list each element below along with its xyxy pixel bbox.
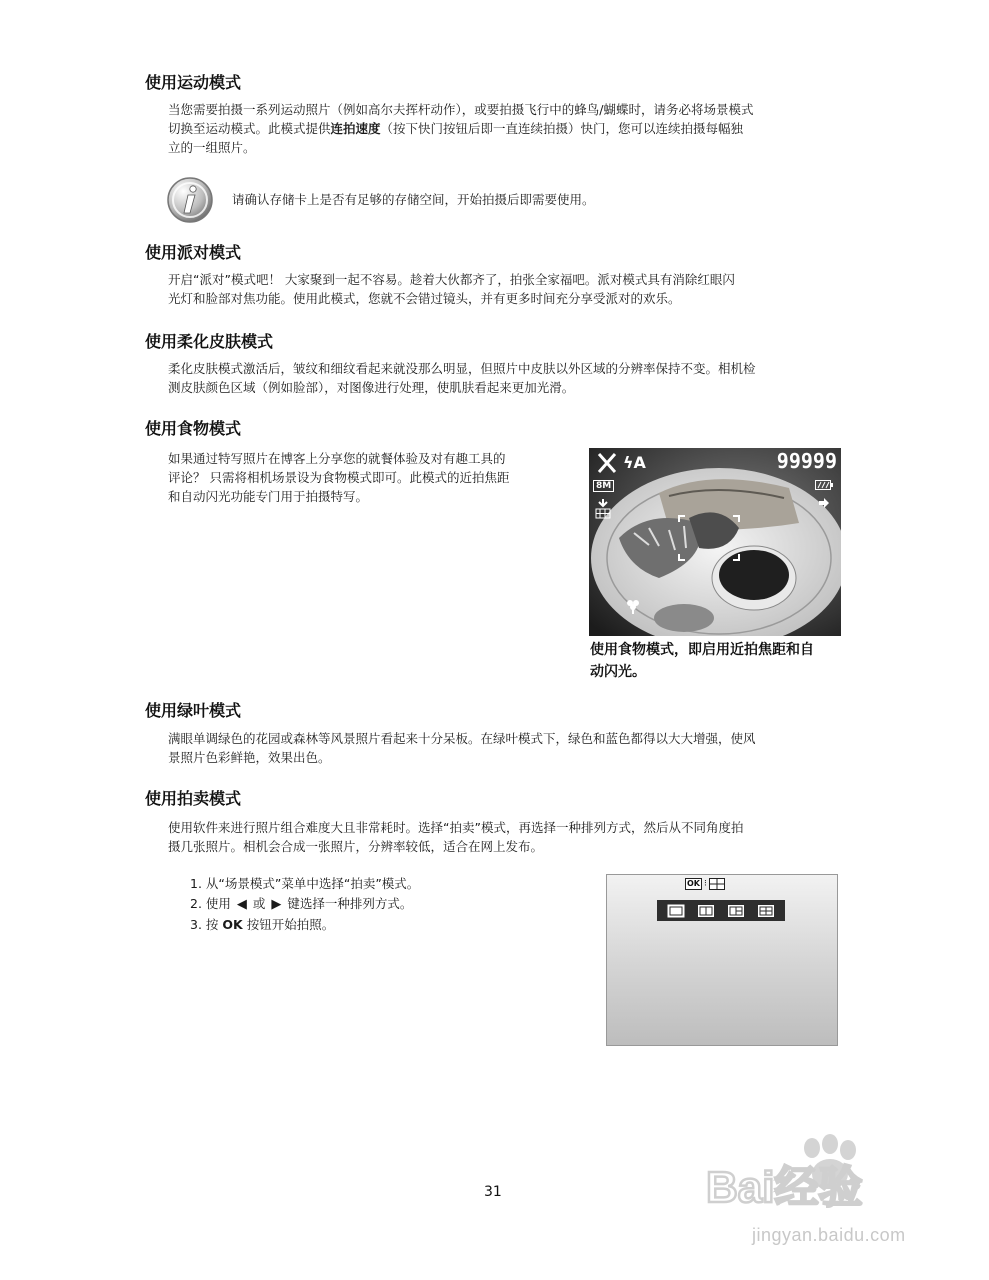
section-title-soft-skin: 使用柔化皮肤模式 [145,332,274,351]
battery-icon [815,480,833,490]
section-title-foliage: 使用绿叶模式 [145,701,242,720]
step-2 [190,894,419,915]
layout-two-column-icon[interactable] [697,904,715,918]
sports-line-3: 立的一组照片。 [168,140,256,155]
sports-line-2-end: （按下快门按钮后即一直连续拍摄）快门，您可以连续拍摄每幅独 [380,121,744,136]
food-caption-line-1: 使用食物模式，即启用近拍焦距和自 [590,642,814,658]
sports-line-1: 当您需要拍摄一系列运动照片（例如高尔夫挥杆动作），或要拍摄飞行中的蜂鸟/蝴蝶时，请务必将场景模式 [168,102,754,117]
food-photo-caption [590,639,850,683]
page-number: 31 [484,1184,502,1200]
watermark-brand: Bai经验 [706,1163,863,1212]
foliage-line-2: 景照片色彩鲜艳，效果出色。 [168,750,331,765]
step-3-start: 3. 按 [190,917,219,932]
food-line-1: 如果通过特写照片在博客上分享您的就餐体验及对有趣工具的 [168,451,506,466]
right-arrow-icon: ▶ [271,897,282,912]
hint-separator-icon: ⁝ [704,879,707,889]
collage-ok-hint [685,878,725,890]
layout-grid-icon [709,878,725,890]
party-line-2: 光灯和脸部对焦功能。使用此模式，您就不会错过镜头，并有更多时间充分享受派对的欢乐。 [168,291,681,306]
ok-key-label: OK [222,917,243,932]
food-mode-photo [589,448,841,636]
food-caption-line-2: 动闪光。 [590,664,646,680]
sports-paragraph [168,100,753,157]
foliage-paragraph [168,729,756,767]
burst-speed-term: 连拍速度 [330,121,381,136]
collage-steps [190,874,419,935]
left-arrow-icon: ◀ [236,897,247,912]
layout-four-grid-icon[interactable] [757,904,775,918]
sports-line-2-start: 切换至运动模式。此模式提供 [168,121,331,136]
section-title-collage: 使用拍卖模式 [145,789,242,808]
food-line-3: 和自动闪光功能专门用于拍摄特写。 [168,489,369,504]
soft-skin-line-1: 柔化皮肤模式激活后，皱纹和细纹看起来就没那么明显，但照片中皮肤以外区域的分辨率保持不变。相机检 [168,361,756,376]
layout-selector-bar[interactable] [657,900,785,921]
section-title-party: 使用派对模式 [145,243,242,262]
metering-icon [595,498,611,520]
step-3-end: 按钮开始拍照。 [246,917,335,932]
info-icon [166,176,214,224]
step-3 [190,915,419,935]
sports-line-2 [168,119,753,138]
step-2-end: 键选择一种排列方式。 [287,896,413,911]
collage-mode-screen [606,874,838,1046]
memory-card-icon [817,496,831,510]
layout-three-panel-icon[interactable] [727,904,745,918]
focus-frame-icon [679,516,739,560]
soft-skin-line-2: 测皮肤颜色区域（例如脸部），对图像进行处理，使肌肤看起来更加光滑。 [168,380,575,395]
collage-paragraph [168,818,743,856]
note-text: 请确认存储卡上是否有足够的存储空间，开始拍摄后即需要使用。 [232,192,595,207]
food-mode-icon [595,452,619,474]
party-paragraph [168,270,735,308]
food-line-2: 评论？ 只需将相机场景设为食物模式即可。此模式的近拍焦距 [168,470,510,485]
step-1: 1. 从“场景模式”菜单中选择“拍卖”模式。 [190,876,420,891]
macro-icon [625,598,641,614]
soft-skin-paragraph [168,359,756,397]
foliage-line-1: 满眼单调绿色的花园或森林等风景照片看起来十分呆板。在绿叶模式下，绿色和蓝色都得以大大增强，使风 [168,731,756,746]
shots-remaining: 99999 [776,449,837,473]
section-title-sports: 使用运动模式 [145,73,242,92]
section-title-food: 使用食物模式 [145,419,242,438]
party-line-1: 开启“派对”模式吧！ 大家聚到一起不容易。趁着大伙都齐了，拍张全家福吧。派对模式具有消除红眼闪 [168,272,735,287]
layout-single-icon[interactable] [667,904,685,918]
food-paragraph [168,449,509,506]
step-2-or: 或 [252,896,266,911]
watermark-url: jingyan.baidu.com [752,1225,906,1245]
image-size-icon: 8M [593,480,614,492]
flash-auto-icon: ϟA [623,453,646,472]
step-2-start: 2. 使用 [190,896,231,911]
ok-button-icon: OK [687,879,700,888]
collage-line-2: 摄几张照片。相机会合成一张照片，分辨率较低，适合在网上发布。 [168,839,544,854]
collage-line-1: 使用软件来进行照片组合难度大且非常耗时。选择“拍卖”模式，再选择一种排列方式，然后从不同角度拍 [168,820,744,835]
